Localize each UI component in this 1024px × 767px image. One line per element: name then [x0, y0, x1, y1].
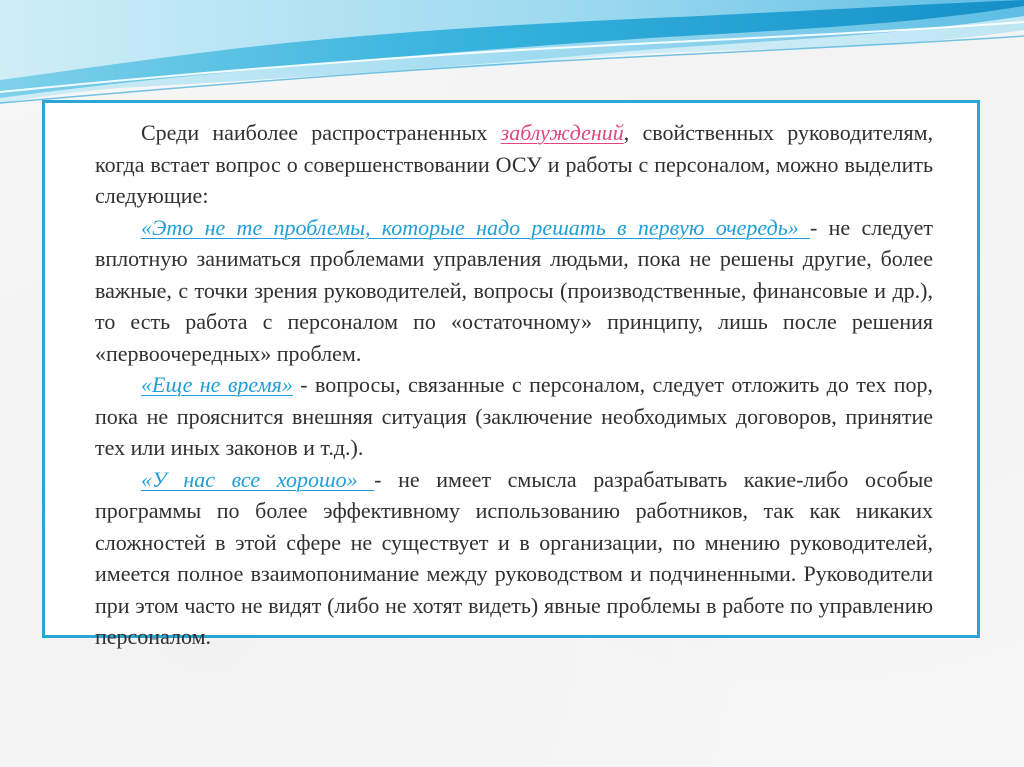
decorative-waves — [0, 0, 1024, 115]
misconception-3-text: - не имеет смысла разрабатывать какие-либо особые программы по более эффективному использованию работников, так как никаких сложностей в этой сфере не существует и в организации, по мнению руководителей, имеется полное взаимопонимание между руководством и подчиненными. Руководители при этом часто не видят (либо не хотят видеть) явные проблемы в работе по управлению персоналом. — [95, 466, 933, 649]
misconception-2-text: - вопросы, связанные с персоналом, следует отложить до тех пор, пока не прояснится внешняя ситуация (заключение необходимых договоров, принятие тех или иных законов и т.д.). — [95, 372, 933, 460]
paragraph-misconception-1 — [95, 212, 933, 370]
highlight-misconceptions: заблуждений — [500, 120, 624, 145]
paragraph-misconception-2 — [95, 369, 933, 464]
misconception-1-text: - не следует вплотную заниматься проблемами управления людьми, пока не решены другие, более важные, с точки зрения руководителей, вопросы (производственные, финансовые и др.), то есть работа с персоналом по «остаточному» принципу, лишь после решения «первоочередных» проблем. — [95, 214, 933, 366]
paragraph-misconception-3 — [95, 464, 933, 653]
intro-text-after: , свойственных руководителям, когда встает вопрос о совершенствовании ОСУ и работы с персоналом, можно выделить следующие: — [95, 120, 933, 208]
intro-text-before: Среди наиболее распространенных — [141, 120, 501, 145]
paragraph-intro — [95, 117, 933, 212]
highlight-not-these-problems: «Это не те проблемы, которые надо решать в первую очередь» — [141, 214, 811, 240]
highlight-not-yet-time: «Еще не время» — [141, 372, 293, 397]
highlight-all-is-well: «У нас все хорошо» — [141, 466, 375, 492]
text-box — [42, 100, 980, 649]
